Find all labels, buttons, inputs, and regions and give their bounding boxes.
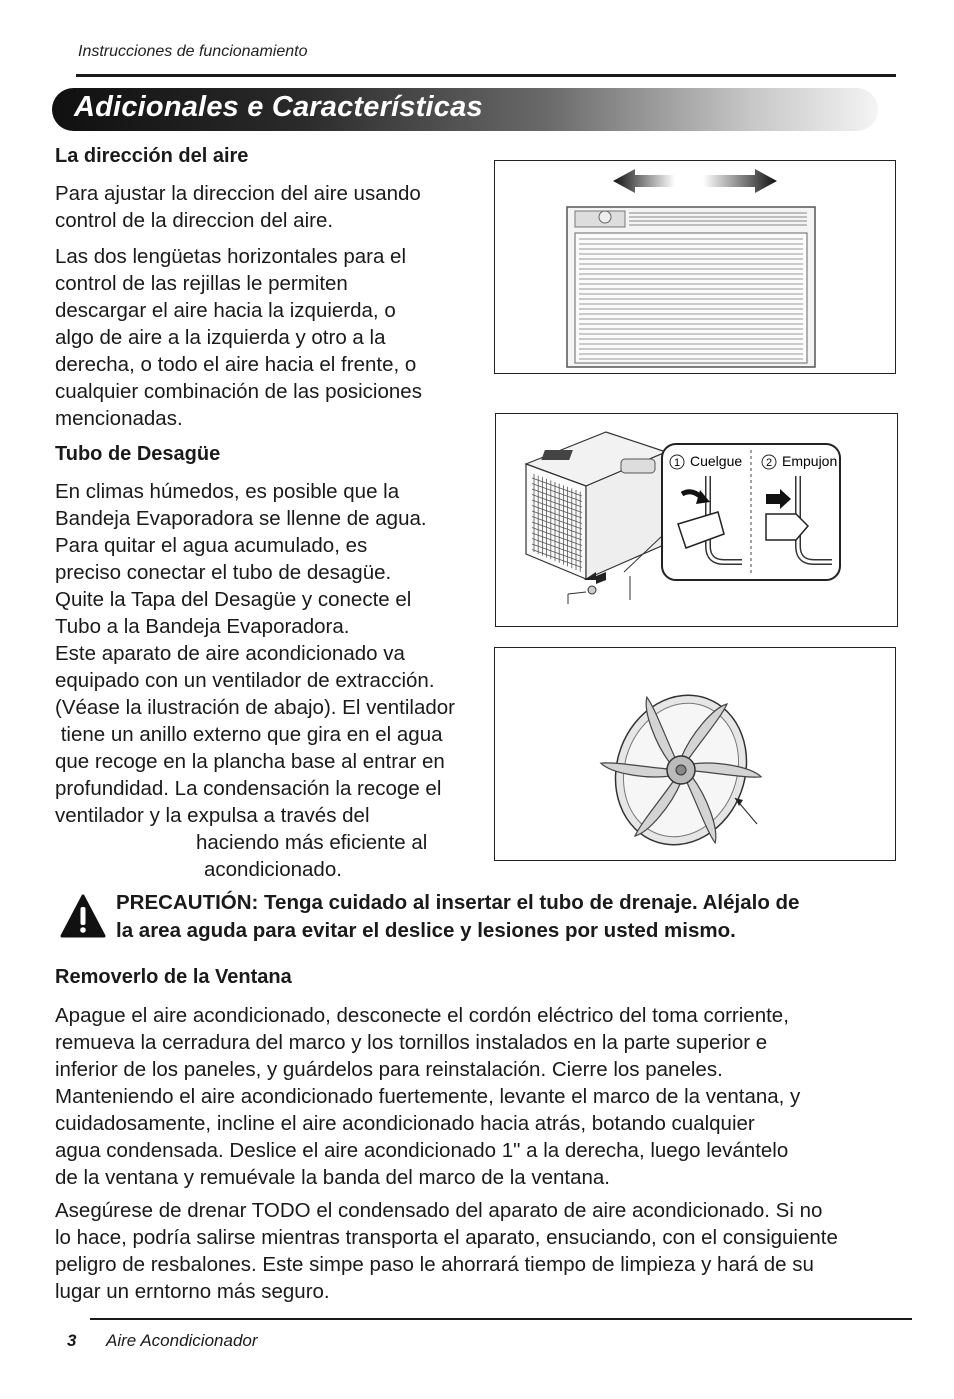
text-line: (Véase la ilustración de abajo). El ventilador: [55, 696, 455, 719]
text-line: derecha, o todo el aire hacia el frente, o: [55, 353, 417, 376]
right-arrow-icon: [703, 169, 777, 193]
text-line: control de la direccion del aire.: [55, 209, 334, 232]
removal-para2: [55, 1197, 838, 1305]
text-line: Para quitar el agua acumulado, es: [55, 534, 368, 557]
text-line: En climas húmedos, es posible que la: [55, 480, 400, 503]
text-line: peligro de resbalones. Este simpe paso le ahorrará tiempo de limpieza y hará de su: [55, 1253, 814, 1276]
text-line: mencionadas.: [55, 407, 183, 430]
removal-heading: Removerlo de la Ventana: [55, 966, 292, 988]
air-direction-heading: La dirección del aire: [55, 145, 249, 167]
text-line: lugar un erntorno más seguro.: [55, 1280, 330, 1303]
text-line: remueva la cerradura del marco y los tornillos instalados en la parte superior e: [55, 1031, 768, 1054]
section-title: Adicionales e Características: [74, 91, 483, 123]
air-direction-para2: [55, 243, 422, 432]
text-line: agua condensada. Deslice el aire acondicionado 1" a la derecha, luego levántelo: [55, 1139, 789, 1162]
text-line: tiene un anillo externo que gira en el agua: [55, 723, 443, 746]
text-line: equipado con un ventilador de extracción.: [55, 669, 435, 692]
text-line: Manteniendo el aire acondicionado fuertemente, levante el marco de la ventana, y: [55, 1085, 801, 1108]
figure-drain-tube: [495, 413, 898, 627]
text-line: Quite la Tapa del Desagüe y conecte el: [55, 588, 412, 611]
text-line: PRECAUTIÓN: Tenga cuidado al insertar el tubo de drenaje. Aléjalo de: [116, 891, 800, 914]
running-header: Instrucciones de funcionamiento: [78, 43, 308, 60]
text-line: Las dos lengüetas horizontales para el: [55, 245, 407, 268]
text-line: profundidad. La condensación la recoge el: [55, 777, 442, 800]
text-line: acondicionado.: [204, 858, 342, 881]
text-line: Bandeja Evaporadora se llenne de agua.: [55, 507, 427, 530]
removal-para1: [55, 1002, 800, 1191]
footer-rule: [90, 1318, 912, 1320]
text-line: Tubo a la Bandeja Evaporadora.: [55, 615, 350, 638]
left-arrow-icon: [613, 169, 675, 193]
drain-tube-para: [55, 478, 495, 883]
text-line: algo de aire a la izquierda y otro a la: [55, 326, 386, 349]
text-line: Apague el aire acondicionado, desconecte el cordón eléctrico del toma corriente,: [55, 1004, 789, 1027]
footer-product: Aire Acondicionador: [106, 1331, 258, 1350]
text-line: preciso conectar el tubo de desagüe.: [55, 561, 392, 584]
label-cuelgue: Cuelgue: [690, 453, 743, 469]
label-empujon: Empujon: [782, 453, 838, 469]
text-line: ventilador y la expulsa a través del: [55, 804, 370, 827]
air-conditioner-front-illustration: [495, 161, 895, 373]
text-line: cualquier combinación de las posiciones: [55, 380, 422, 403]
text-line: haciendo más eficiente al: [196, 831, 428, 854]
text-line: cuidadosamente, incline el aire acondicionado hacia atrás, botando cualquier: [55, 1112, 755, 1135]
text-line: lo hace, podría salirse mientras transporta el aparato, ensuciando, con el consiguiente: [55, 1226, 838, 1249]
text-line: Este aparato de aire acondicionado va: [55, 642, 405, 665]
step-number-1: 1: [673, 457, 681, 469]
warning-triangle-icon: [60, 893, 106, 939]
page-number: 3: [67, 1331, 77, 1350]
text-line: que recoge en la plancha base al entrar en: [55, 750, 445, 773]
step-number-2: 2: [765, 457, 773, 469]
caution-text: [116, 889, 799, 945]
section-banner: [52, 88, 878, 131]
header-rule: [76, 74, 896, 77]
text-line: Para ajustar la direccion del aire usando: [55, 182, 421, 205]
fan-illustration: [495, 648, 895, 860]
figure-air-direction: [494, 160, 896, 374]
text-line: la area aguda para evitar el deslice y lesiones por usted mismo.: [116, 919, 736, 942]
text-line: descargar el aire hacia la izquierda, o: [55, 299, 396, 322]
air-direction-para1: [55, 180, 421, 234]
drain-tube-heading: Tubo de Desagüe: [55, 443, 221, 465]
text-line: Asegúrese de drenar TODO el condensado del aparato de aire acondicionado. Si no: [55, 1199, 823, 1222]
figure-fan: [494, 647, 896, 861]
text-line: control de las rejillas le permiten: [55, 272, 348, 295]
text-line: inferior de los paneles, y guárdelos para reinstalación. Cierre los paneles.: [55, 1058, 723, 1081]
drain-tube-illustration: [496, 414, 897, 626]
text-line: de la ventana y remuévale la banda del marco de la ventana.: [55, 1166, 611, 1189]
